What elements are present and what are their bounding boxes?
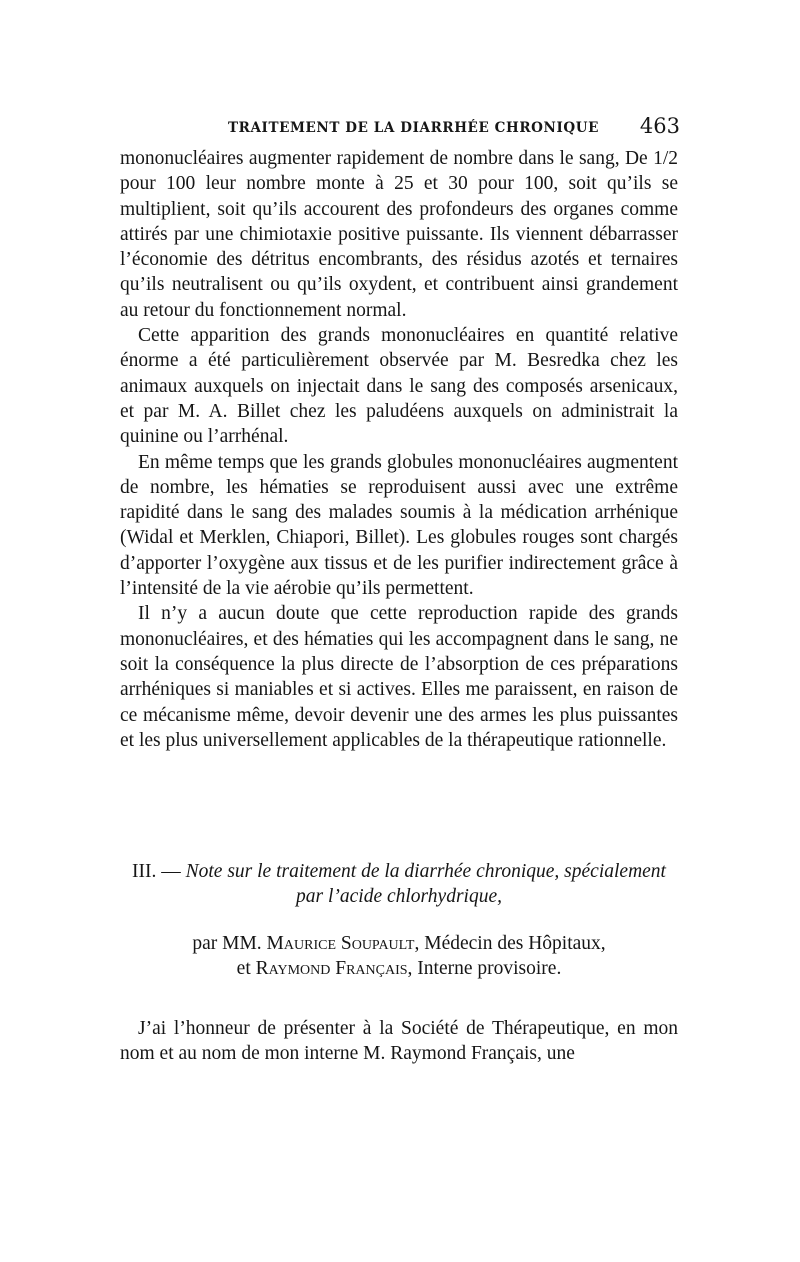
section-title: Note sur le traitement de la diarrhée chronique, spécialement par l’acide chlorhydrique, (185, 861, 666, 907)
author-role-2: , Interne provisoire. (407, 958, 562, 979)
paragraph-besredka: Cette apparition des grands mononucléaires en quantité relative énorme a été particulièrement observée par M. Besredka chez les animaux auxquels on injectait dans le sang des composés arsenicaux, et par M. A. Billet chez les paludéens auxquels on administrait la quinine ou l’arrhénal. (120, 325, 678, 448)
author-line-2 (120, 956, 678, 981)
page-number: 463 (639, 114, 680, 138)
author-role-1: , Médecin des Hôpitaux, (414, 933, 606, 954)
section-number: III. — (132, 861, 181, 882)
author-name-1: Maurice Soupault (266, 933, 415, 954)
intro-text (120, 1016, 678, 1067)
paragraph-continuation: mononucléaires augmenter rapidement de nombre dans le sang, De 1/2 pour 100 leur nombre monte à 25 et 30 pour 100, soit qu’ils se multiplient, soit qu’ils accourent des profondeurs des organes comme attirés par une chimiotaxie positive puissante. Ils viennent débarrasser l’économie des détritus encombrants, des résidus azotés et ternaires qu’ils neutralisent ou qu’ils oxydent, et contribuent ainsi grandement au retour du fonctionnement normal. (120, 148, 678, 321)
page-header (120, 114, 680, 144)
author-prefix: par MM. (192, 933, 267, 954)
paragraph-conclusion: Il n’y a aucun doute que cette reproduction rapide des grands mononucléaires, et des hématies qui les accompagnent dans le sang, ne soit la conséquence la plus directe de l’absorption de ces préparations arrhéniques si maniables et si actives. Elles me paraissent, en raison de ce mécanisme même, devoir devenir une des armes les plus puissantes et les plus universellement applicables de la thérapeutique rationnelle. (120, 603, 678, 751)
author-name-2: Raymond Français (255, 958, 408, 979)
authors-line (120, 931, 678, 981)
section-heading (120, 859, 678, 909)
running-title: TRAITEMENT DE LA DIARRHÉE CHRONIQUE (228, 120, 599, 136)
author-line-1 (120, 931, 678, 956)
author-conjunction: et (236, 958, 256, 979)
intro-paragraph: J’ai l’honneur de présenter à la Société de Thérapeutique, en mon nom et au nom de mon interne M. Raymond Français, une (120, 1018, 678, 1065)
body-text (120, 146, 678, 753)
paragraph-hematies: En même temps que les grands globules mononucléaires augmentent de nombre, les hématies se reproduisent aussi avec une extrême rapidité dans le sang des malades soumis à la médication arrhénique (Widal et Merklen, Chiapori, Billet). Les globules rouges sont chargés d’apporter l’oxygène aux tissus et de les purifier indirectement grâce à l’intensité de la vie aérobie qu’ils permettent. (120, 451, 678, 600)
